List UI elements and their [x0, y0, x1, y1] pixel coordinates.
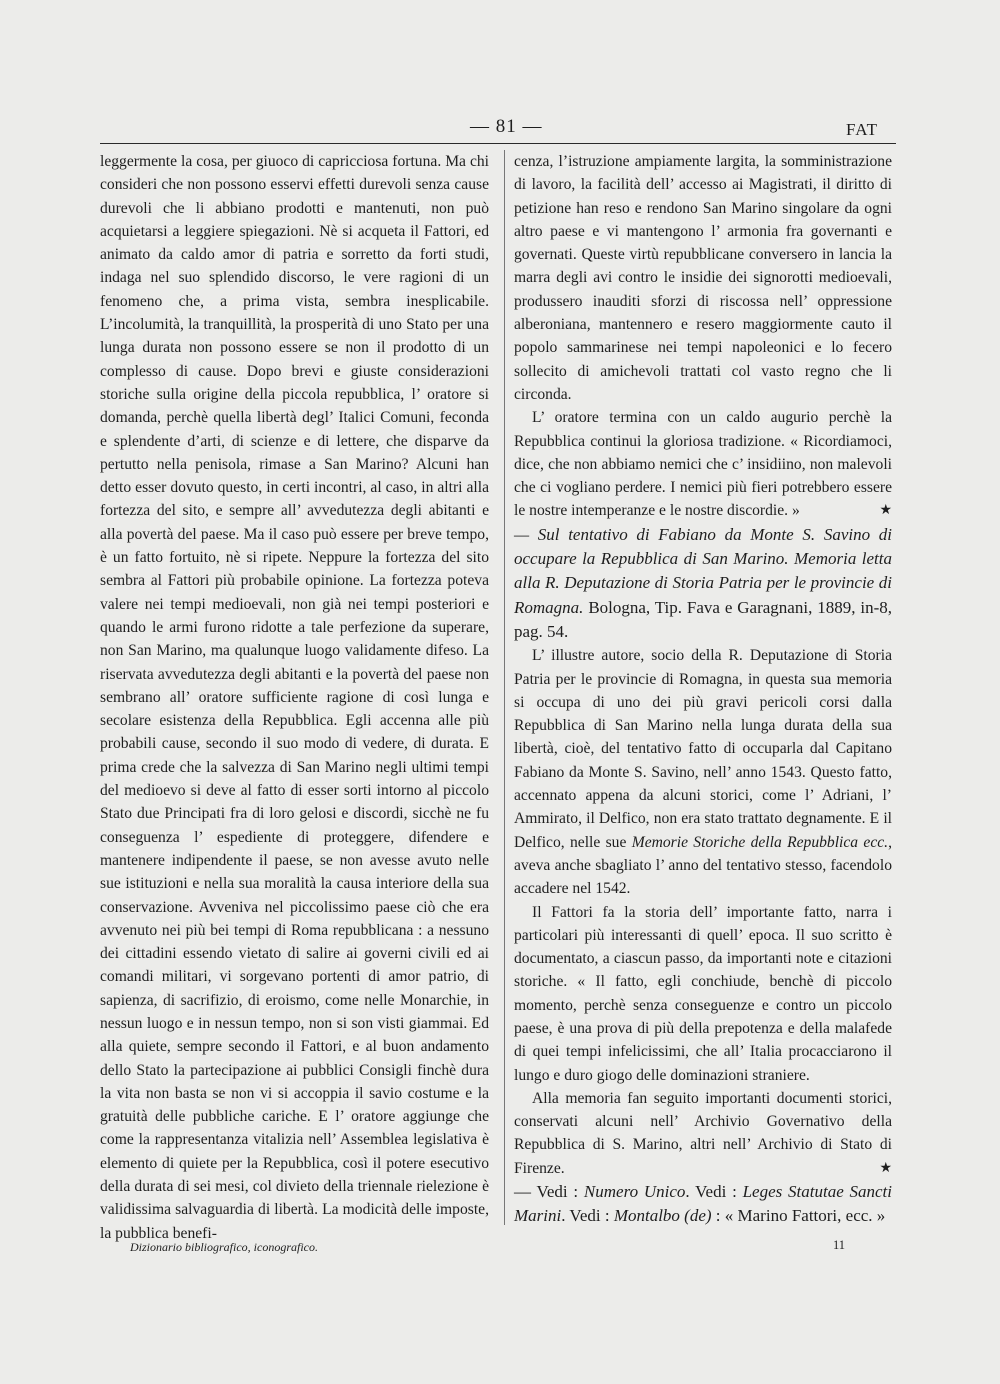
- page-header: [0, 112, 1000, 142]
- cross-reference-entry: — Vedi : Numero Unico. Vedi : Leges Statutae Sancti Marini. Vedi : Montalbo (de) : « Marino Fattori, ecc. »: [514, 1182, 893, 1226]
- entry-title: — Sul tentativo di Fabiano da Monte S. Savino di occupare la Repubblica di San Marino. Memoria letta alla R. Deputazione di Storia Patria per le provincie di Romagna.: [514, 524, 892, 617]
- star-icon: ★: [879, 1160, 892, 1176]
- left-column: [100, 150, 489, 1245]
- entry-publication: Bologna, Tip. Fava e Garagnani, 1889, in-8, pag. 54.: [514, 597, 892, 641]
- paragraph-conclusion: L’ oratore termina con un caldo augurio perchè la Repubblica continui la gloriosa tradizione. « Ricordiamoci, dice, che non abbiamo nemici che c’ insidiino, non malevoli che ci vogliano perdere. I nemici più fieri potrebbero essere le nostre intemperanze e le nostre discordie. » ★: [514, 406, 892, 522]
- signature-mark: 11: [833, 1238, 846, 1252]
- page-number: — 81 —: [470, 116, 543, 137]
- right-column: [514, 150, 892, 1229]
- paragraph-continuation: cenza, l’istruzione ampiamente largita, la somministrazione di lavoro, la facilità dell’ accesso ai Magistrati, il diritto di petizione han reso e rendono San Marino singolare da ogni altro paese e vi mantengono l’ armonia fra governanti e governati. Queste virtù repubblicane conversero in lancia la marra degli avi contro le insidie dei signorotti medioevali, produssero inauditi sforzi di riscossa nell’ oppressione alberoniana, mantennero e resero maggiormente cauto il popolo sammarinese nei tempi napoleonici e lo fecero sollecito di amichevoli trattati col vasto regno che li circonda.: [514, 153, 892, 403]
- star-icon: ★: [879, 503, 892, 519]
- paragraph-author: L’ illustre autore, socio della R. Deputazione di Storia Patria per le provincie di Romagna, in questa sua memoria si occupa di uno dei più gravi pericoli corsi dalla Repubblica di San Marino nella lunga durata della sua libertà, cioè, del tentativo fatto di occuparla dal Capitano Fabiano da Monte S. Savino, nell’ anno 1543. Questo fatto, accennato appena da alcuni storici, come l’ Adriani, l’ Ammirato, il Delfico, non era stato trattato degnamente. E il Delfico, nelle sue Memorie Storiche della Repubblica ecc., aveva anche sbagliato l’ anno del tentativo stesso, facendolo accadere nel 1542.: [514, 647, 892, 898]
- left-column-text: leggermente la cosa, per giuoco di capricciosa fortuna. Ma chi consideri che non possono esservi effetti durevoli senza cause durevoli che li abbiano prodotti e mantenuti, non può acquietarsi a leggiere spiegazioni. Nè si acqueta il Fattori, ed animato da caldo amor di patria e sorretto da forti studi, indaga nel suo splendido discorso, le vere ragioni di un fenomeno che, a prima vista, sembra inesplicabile. L’incolumità, la tranquillità, la prosperità di uno Stato per una lunga durata non possono essere se non il prodotto di un complesso di cause. Dopo brevi e giuste considerazioni storiche sulla origine della piccola repubblica, l’ oratore si domanda, perchè quella libertà degl’ Italici Comuni, feconda e splendente d’arti, di scienze e di lettere, che disparve da pertutto nella penisola, rimase a San Marino? Alcuni han detto esser dovuto questo, in certi incontri, al caso, in altri alla fortezza del sito, e sempre all’ avvedutezza degli abitanti e alla povertà del paese. Ma il caso può essere per breve tempo, è un fatto fortuito, nè si ripete. Neppure la fortezza del sito sembra al Fattori più probabile opinione. La fortezza poteva valere nei tempi medioevali, non già nei tempi posteriori e quando le armi furono ridotte a tale perfezione da superare, non San Marino, ma qualunque luogo validamente difeso. La riservata avvedutezza degli abitanti e la povertà del paese non sembrano all’ oratore sufficiente ragione di così lunga e secolare esistenza della Repubblica. Egli accenna alle più probabili cause, secondo il suo modo di vedere, di durata. E prima crede che la salvezza di San Marino negli ultimi tempi del medioevo si deve al fatto di esser sorti intorno al piccolo Stato due Principati fra di loro gelosi e discordi, sicchè ne fu conseguenza l’ espediente di proteggere, difendere e mantenere indipendente il paese, se non avesse avuto nelle sue istituzioni e nella sua moralità la causa interiore della sua conservazione. Avveniva nel piccolissimo paese ciò che era avvenuto nei più bei tempi di Roma repubblicana : a nessuno dei cittadini essendo vietato di salire ai governi civili ed ai comandi militari, vi sorgevano portenti di amor patrio, di sapienza, di sacrifizio, di eroismo, come nelle Monarchie, in nessun luogo e in nessun tempo, non si son visti giammai. Ed alla quiete, sempre secondo il Fattori, e al buon andamento dello Stato la partecipazione ai pubblici Consigli finchè dura la vita non basta se non vi si accoppia il savio costume e la gratuità delle pubbliche cariche. E l’ oratore aggiunge che come la rappresentanza vitalizia nell’ Assemblea legislativa è elemento di quiete per la Repubblica, così il potere esecutivo della durata di sei mesi, col divieto della triennale rielezione è validissima salvaguardia di libertà. La modicità delle imposte, la pubblica benefi-: [100, 153, 489, 1242]
- section-code: FAT: [846, 120, 878, 139]
- header-rule: [100, 143, 896, 144]
- paragraph-history: Il Fattori fa la storia dell’ importante fatto, narra i particolari più interessanti di quell’ epoca. Il suo scritto è documentato, a ciascun passo, da importanti note e citazioni storiche. « Il fatto, egli conchiude, benchè di piccolo momento, perchè senza conseguenze e contro un piccolo paese, è una prova di più della prepotenza e della malafede di quei tempi infelicissimi, che all’ Italia procacciarono il lungo e duro giogo delle dominazioni straniere.: [514, 903, 892, 1084]
- bibliography-entry: [514, 523, 892, 644]
- column-divider: [504, 150, 505, 1225]
- footer-title: Dizionario bibliografico, iconografico.: [130, 1240, 318, 1254]
- paragraph-documents: Alla memoria fan seguito importanti documenti storici, conservati alcuni nell’ Archivio Governativo della Repubblica di S. Marino, altri nell’ Archivio di Stato di Firenze. ★: [514, 1087, 892, 1180]
